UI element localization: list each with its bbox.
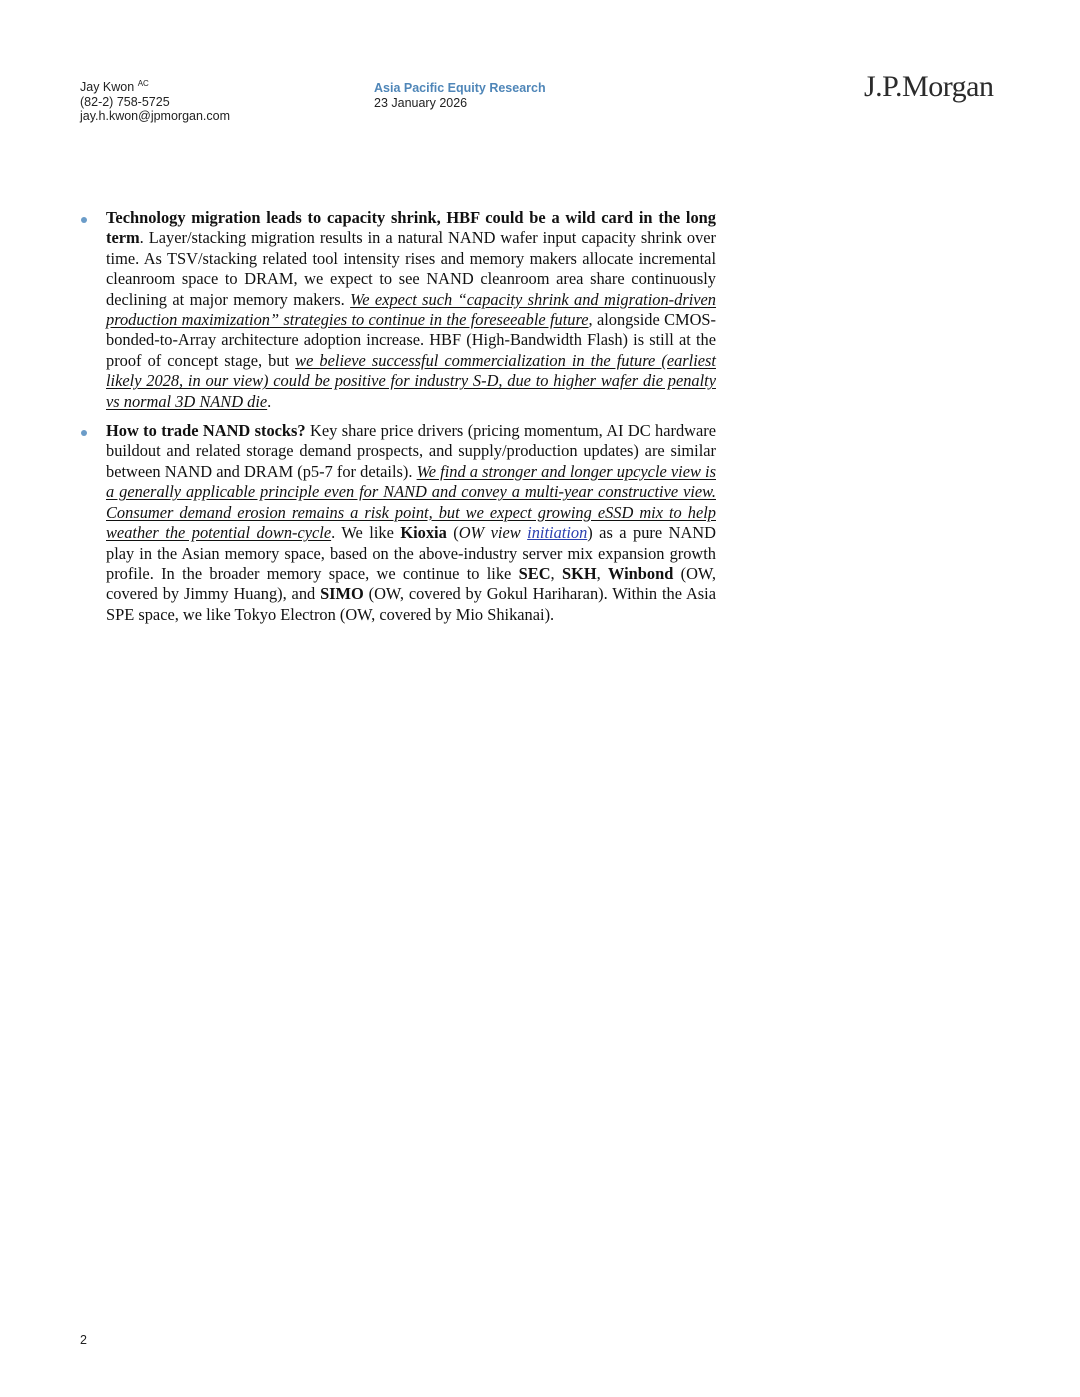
body-text (78, 208, 716, 634)
author-block (80, 80, 230, 124)
initiation-link[interactable]: initiation (527, 523, 588, 543)
body-text-segment: (OW, covered by Jimmy Huang), and (106, 563, 716, 604)
author-superscript: AC (137, 78, 149, 88)
bold-text: Kioxia (400, 523, 447, 543)
body-text-segment: ) as a pure NAND play in the Asian memory space, based on the above-industry server mix expansion growth profile. In the broader memory space, we continue to like (106, 523, 716, 583)
italic-text: OW view (458, 523, 528, 543)
bullet-dot-icon (81, 430, 87, 436)
bullet-paragraph (78, 421, 716, 625)
author-name: Jay Kwon (80, 80, 135, 94)
report-date: 23 January 2026 (374, 95, 468, 110)
underlined-text: we believe successful commercialization in the future (earliest likely 2028, in our view) could be positive for industry S-D, due to higher wafer die penalty vs normal 3D NAND die (106, 350, 716, 411)
bullet-dot-icon (81, 217, 87, 223)
author-email[interactable]: jay.h.kwon@jpmorgan.com (80, 109, 231, 123)
body-text-segment: ( (446, 523, 459, 543)
author-name-line (80, 80, 230, 95)
body-text-segment: , (550, 563, 562, 583)
bold-text: Winbond (608, 563, 674, 583)
body-text-segment: Key share price drivers (pricing momentum, AI DC hardware buildout and related storage demand prospects, and supply/production updates) are similar between NAND and DRAM (p5-7 for details). (106, 421, 716, 481)
bullet-content (106, 421, 716, 624)
bold-text: SKH (561, 563, 597, 583)
body-text-segment: , alongside CMOS-bonded-to-Array architecture adoption increase. HBF (High-Bandwidth Flash) is still at the proof of concept stage, but (106, 310, 717, 370)
page-number: 2 (80, 1333, 87, 1347)
bullet-paragraph (78, 208, 716, 412)
bullet-content (106, 208, 716, 411)
bold-text: Technology migration leads to capacity shrink, HBF could be a wild card in the long term (106, 208, 716, 248)
body-text-segment: . We like (331, 523, 401, 543)
body-text-segment: , (596, 563, 609, 583)
report-block (374, 81, 546, 110)
report-type: Asia Pacific Equity Research (374, 81, 546, 95)
bold-text: SIMO (320, 584, 364, 604)
bold-text: SEC (518, 563, 551, 583)
body-text-segment: . (267, 391, 272, 411)
underlined-text: We find a stronger and longer upcycle view is a generally applicable principle even for NAND and convey a multi-year constructive view. Consumer demand erosion remains a risk point, but we expect growing eSSD mix to help weather the potential down-cycle (106, 461, 716, 543)
jpmorgan-logo: J.P.Morgan (864, 70, 994, 103)
author-phone: (82-2) 758-5725 (80, 94, 170, 109)
body-text-segment: (OW, covered by Gokul Hariharan). Within the Asia SPE space, we like Tokyo Electron (OW, covered by Mio Shikanai). (106, 584, 716, 624)
bold-text: How to trade NAND stocks? (106, 421, 306, 441)
body-text-segment: . Layer/stacking migration results in a natural NAND wafer input capacity shrink over time. As TSV/stacking related tool intensity rises and memory makers allocate incremental cleanroom space to DRAM, we expect to see NAND cleanroom area share continuously declining at major memory makers. (106, 228, 716, 309)
underlined-text: We expect such “capacity shrink and migration-driven production maximization” strategies to continue in the foreseeable future (106, 289, 717, 330)
